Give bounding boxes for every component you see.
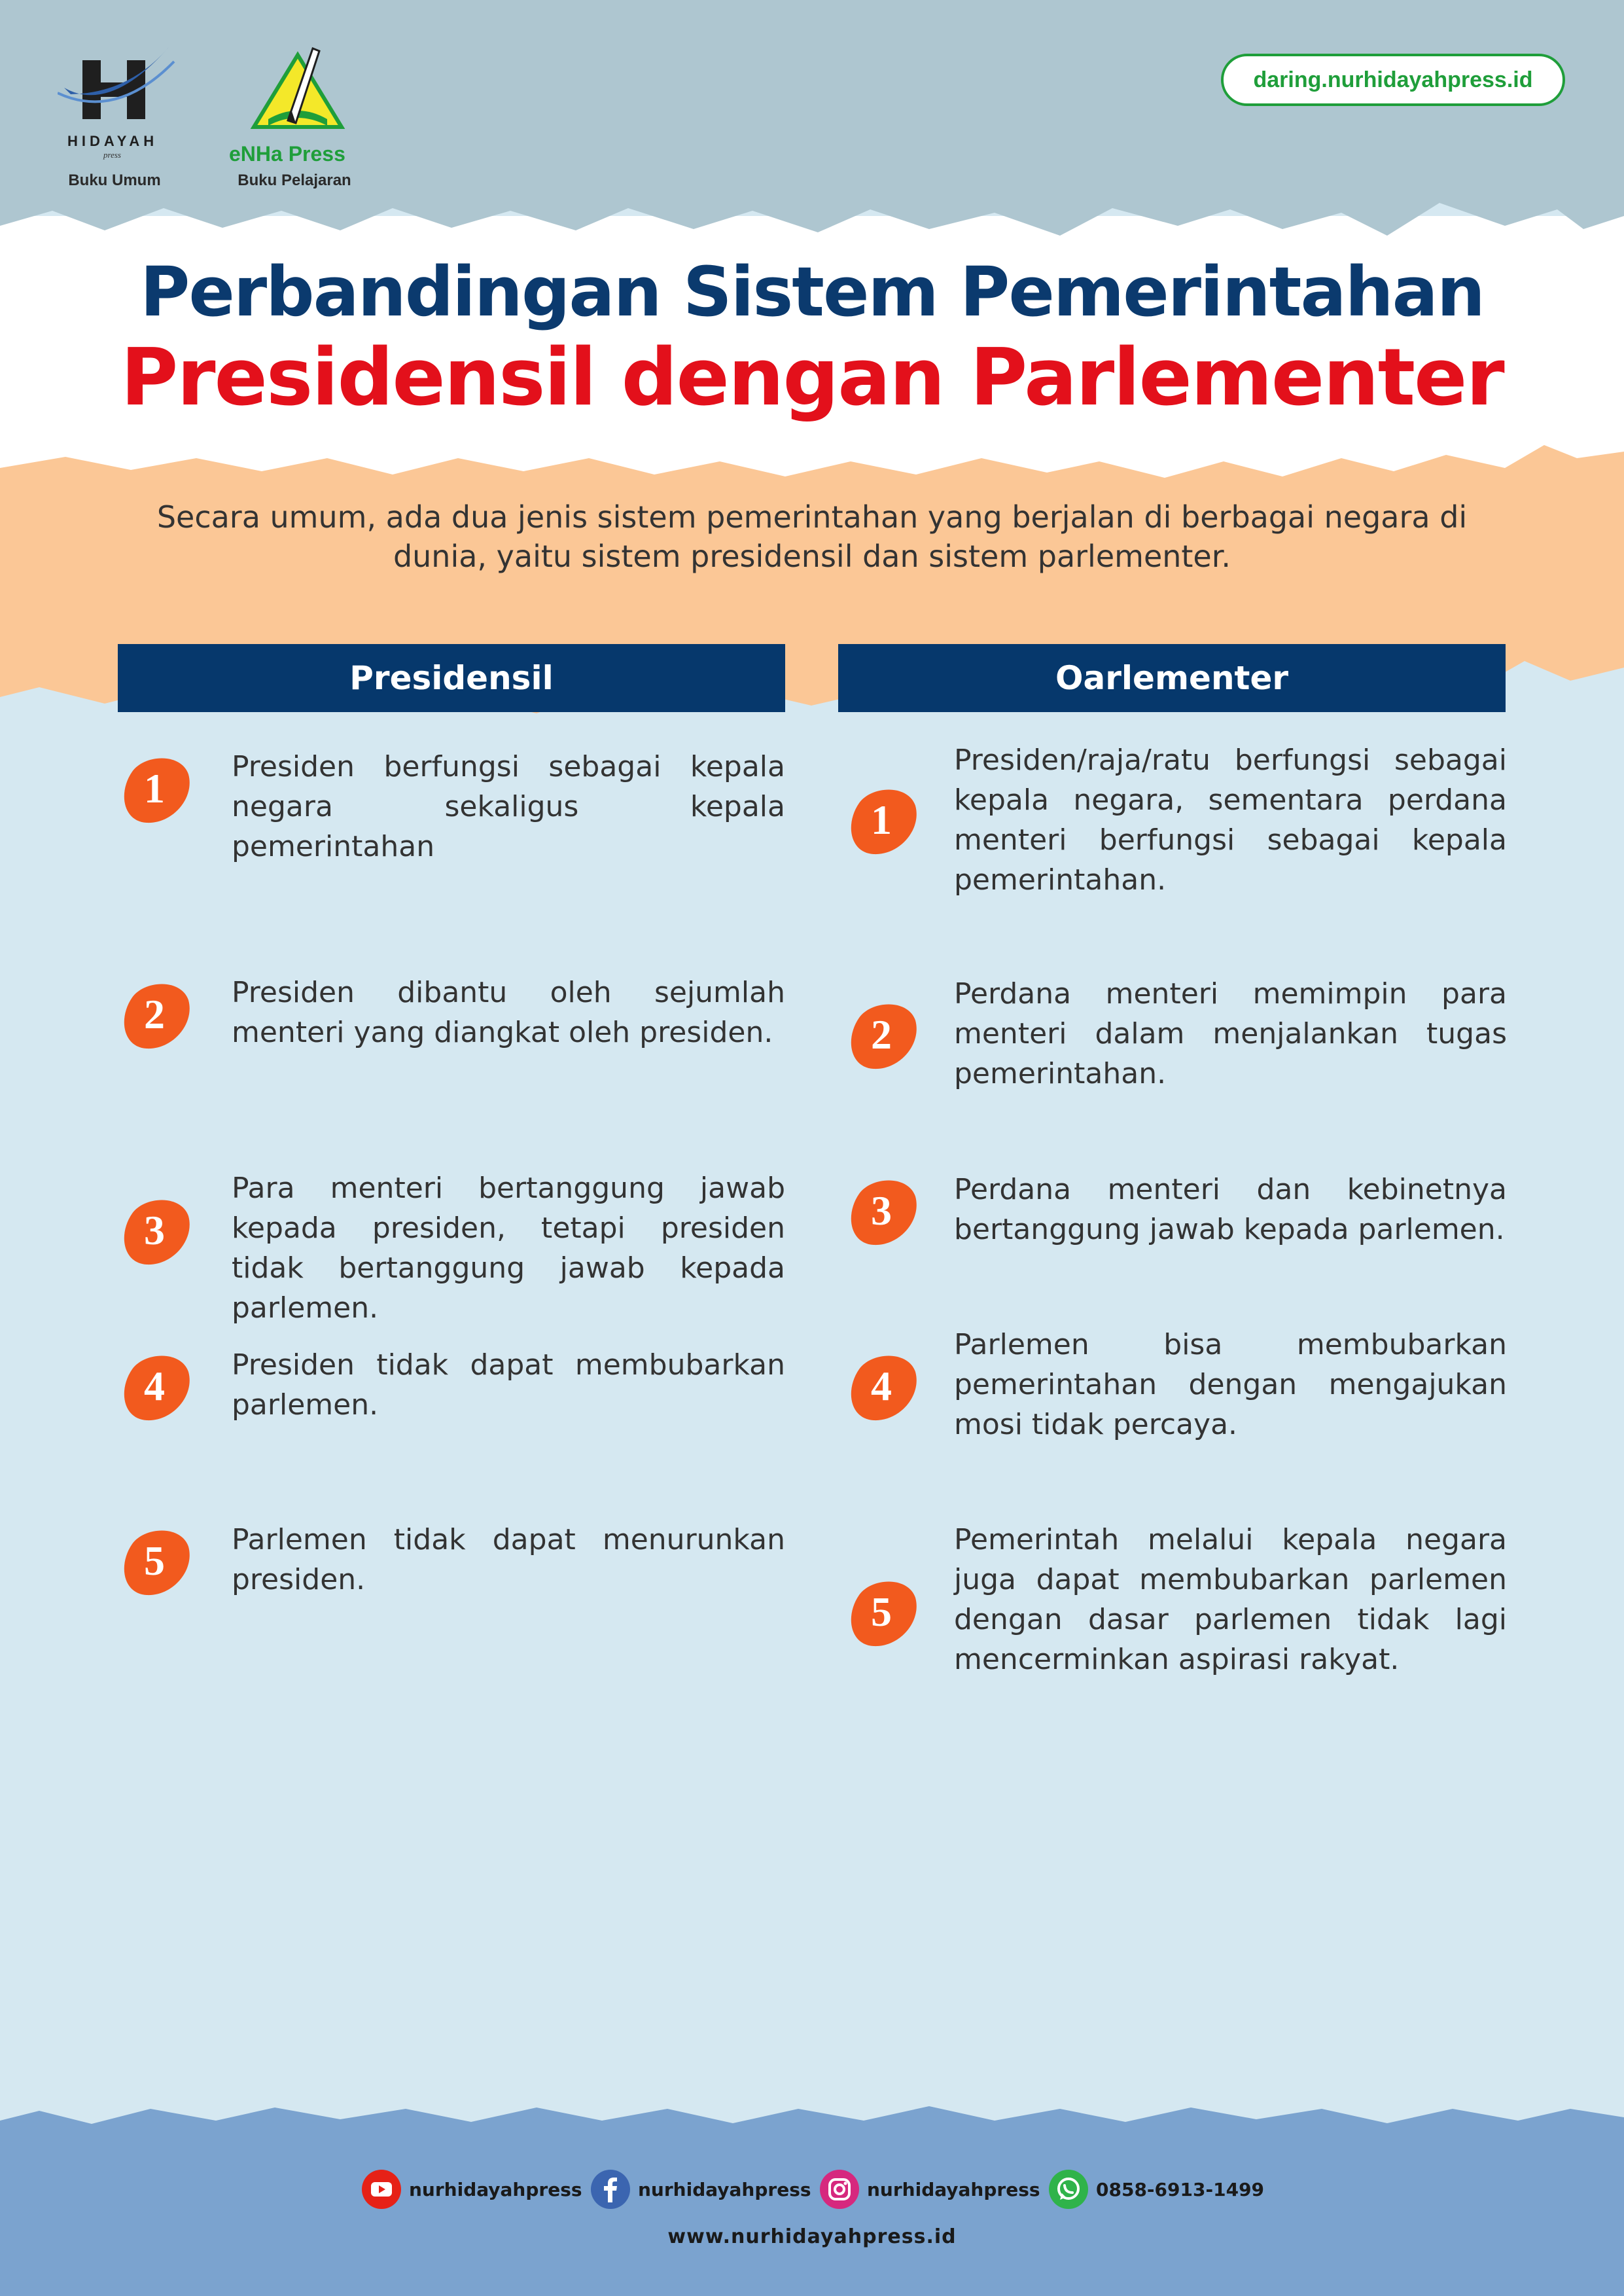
item-text: Presiden dibantu oleh sejumlah menteri yang diangkat oleh presiden. [232, 976, 785, 1049]
social-instagram[interactable] [820, 2170, 1040, 2209]
number-badge [118, 752, 191, 825]
number-label: 4 [871, 1363, 892, 1409]
number-label: 5 [871, 1588, 892, 1635]
enha-logo [242, 42, 353, 140]
number-badge [845, 1575, 918, 1649]
intro-paragraph: Secara umum, ada dua jenis sistem pemerintahan yang berjalan di berbagai negara di dunia, yaitu sistem presidensil dan sistem parlementer. [156, 499, 1468, 574]
number-label: 2 [144, 991, 165, 1037]
footer-website[interactable]: www.nurhidayahpress.id [667, 2225, 957, 2248]
social-label: 0858-6913-1499 [1096, 2178, 1265, 2200]
number-badge [845, 1350, 918, 1423]
social-facebook[interactable] [591, 2170, 811, 2209]
hidayah-caption: Buku Umum [68, 171, 161, 189]
number-label: 1 [144, 765, 165, 812]
hidayah-logo [58, 42, 175, 140]
number-label: 3 [144, 1207, 165, 1253]
youtube-icon [362, 2170, 401, 2209]
number-badge [118, 1524, 191, 1598]
number-label: 5 [144, 1537, 165, 1584]
social-whatsapp[interactable] [1049, 2170, 1264, 2209]
number-badge [845, 783, 918, 857]
number-label: 3 [871, 1187, 892, 1234]
item-text: Presiden tidak dapat membubarkan parlemen. [232, 1348, 785, 1422]
hidayah-sub: press [103, 150, 121, 160]
item-text: Presiden/raja/ratu berfungsi sebagai kepala negara, sementara perdana menteri berfungsi sebagai kepala pemerintahan. [954, 744, 1507, 897]
page-title-line2: Presidensil dengan Parlementer [120, 332, 1504, 423]
number-badge [845, 1174, 918, 1247]
page-title-line1: Perbandingan Sistem Pemerintahan [140, 252, 1484, 332]
column-header-parlementer: Oarlementer [838, 644, 1506, 712]
item-text: Pemerintah melalui kepala negara juga dapat membubarkan parlemen dengan dasar parlemen tidak lagi mencerminkan aspirasi rakyat. [954, 1523, 1507, 1676]
social-label: nurhidayahpress [409, 2178, 582, 2200]
number-badge [118, 1194, 191, 1267]
number-label: 4 [144, 1363, 165, 1409]
number-badge [118, 1350, 191, 1423]
number-label: 1 [871, 797, 892, 843]
item-text: Parlemen tidak dapat menurunkan presiden. [232, 1523, 785, 1596]
item-text: Para menteri bertanggung jawab kepada presiden, tetapi presiden tidak bertanggung jawab kepada parlemen. [232, 1172, 785, 1325]
enha-caption: Buku Pelajaran [238, 171, 351, 189]
number-badge [845, 998, 918, 1071]
hidayah-name: HIDAYAH [67, 133, 158, 149]
website-url-badge[interactable]: daring.nurhidayahpress.id [1221, 54, 1565, 106]
column-header-presidensil: Presidensil [118, 644, 785, 712]
item-text: Perdana menteri dan kebinetnya bertanggung jawab kepada parlemen. [954, 1173, 1507, 1246]
instagram-icon [820, 2170, 859, 2209]
number-badge [118, 978, 191, 1051]
enha-name: eNHa Press [229, 142, 345, 166]
whatsapp-icon [1049, 2170, 1088, 2209]
social-youtube[interactable] [362, 2170, 582, 2209]
facebook-icon [591, 2170, 630, 2209]
item-text: Perdana menteri memimpin para menteri dalam menjalankan tugas pemerintahan. [954, 977, 1507, 1090]
social-label: nurhidayahpress [638, 2178, 811, 2200]
item-text: Parlemen bisa membubarkan pemerintahan dengan mengajukan mosi tidak percaya. [954, 1328, 1507, 1441]
social-label: nurhidayahpress [867, 2178, 1040, 2200]
item-text: Presiden berfungsi sebagai kepala negara sekaligus kepala pemerintahan [232, 750, 785, 863]
enha-pen-icon [242, 42, 353, 140]
number-label: 2 [871, 1011, 892, 1058]
hidayah-h-icon [58, 42, 175, 120]
